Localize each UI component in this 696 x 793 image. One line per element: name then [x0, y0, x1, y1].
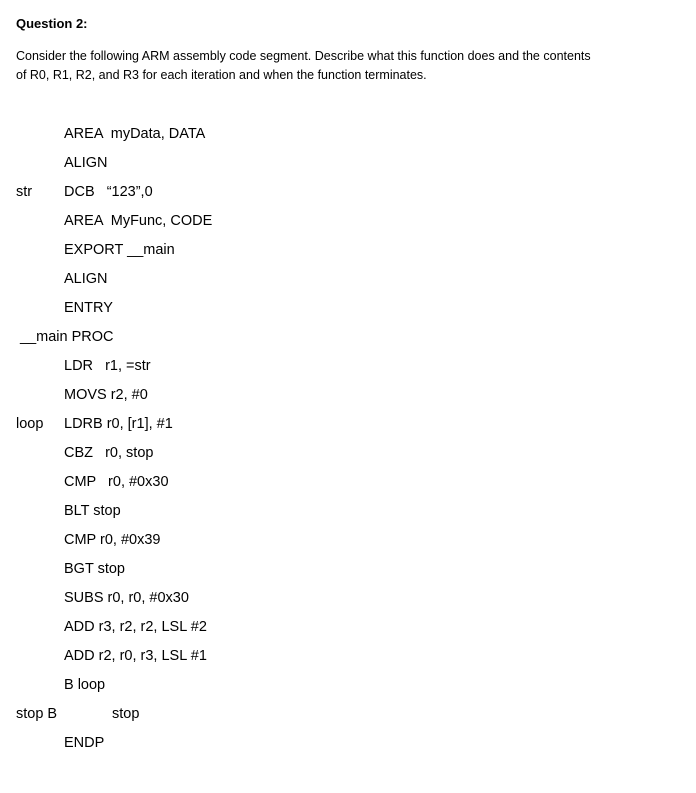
code-line [0, 151, 696, 180]
code-line [0, 470, 696, 499]
code-instruction: EXPORT __main [64, 242, 175, 258]
code-line [0, 673, 696, 702]
code-branch-target: stop [112, 706, 140, 722]
code-instruction: ALIGN [64, 155, 108, 171]
code-instruction: BGT stop [64, 561, 125, 577]
code-instruction: ADD r3, r2, r2, LSL #2 [64, 619, 207, 635]
code-line [0, 354, 696, 383]
code-line [0, 412, 696, 441]
code-instruction: ALIGN [64, 271, 108, 287]
code-line [0, 615, 696, 644]
question-title: Question 2: [16, 16, 88, 31]
code-instruction: CBZ r0, stop [64, 445, 154, 461]
prompt-line-2: of R0, R1, R2, and R3 for each iteration and when the function terminates. [16, 68, 427, 82]
code-line [0, 644, 696, 673]
code-instruction: CMP r0, #0x30 [64, 474, 169, 490]
code-line [0, 557, 696, 586]
code-line [0, 499, 696, 528]
code-instruction: BLT stop [64, 503, 121, 519]
code-line [0, 122, 696, 151]
code-instruction: ENTRY [64, 300, 113, 316]
code-line [0, 586, 696, 615]
code-instruction: CMP r0, #0x39 [64, 532, 161, 548]
code-line [0, 702, 696, 731]
code-label: stop B [16, 706, 58, 722]
code-line [0, 209, 696, 238]
question-prompt [16, 47, 676, 85]
assembly-code-block [0, 122, 696, 760]
code-instruction: ADD r2, r0, r3, LSL #1 [64, 648, 207, 664]
code-line [0, 296, 696, 325]
code-instruction: MOVS r2, #0 [64, 387, 148, 403]
code-line [0, 731, 696, 760]
code-line [0, 325, 696, 354]
code-line [0, 441, 696, 470]
code-instruction: LDR r1, =str [64, 358, 151, 374]
prompt-line-1: Consider the following ARM assembly code segment. Describe what this function does and the contents [16, 49, 591, 63]
code-instruction: LDRB r0, [r1], #1 [64, 416, 173, 432]
code-instruction: AREA MyFunc, CODE [64, 213, 213, 229]
code-label: loop [16, 416, 44, 432]
code-line [0, 528, 696, 557]
code-instruction: SUBS r0, r0, #0x30 [64, 590, 189, 606]
code-instruction: ENDP [64, 735, 105, 751]
code-instruction: DCB “123”,0 [64, 184, 153, 200]
code-label: __main PROC [20, 329, 114, 345]
code-line [0, 383, 696, 412]
code-line [0, 180, 696, 209]
code-instruction: B loop [64, 677, 106, 693]
code-label: str [16, 184, 33, 200]
code-instruction: AREA myData, DATA [64, 126, 206, 142]
code-line [0, 238, 696, 267]
code-line [0, 267, 696, 296]
